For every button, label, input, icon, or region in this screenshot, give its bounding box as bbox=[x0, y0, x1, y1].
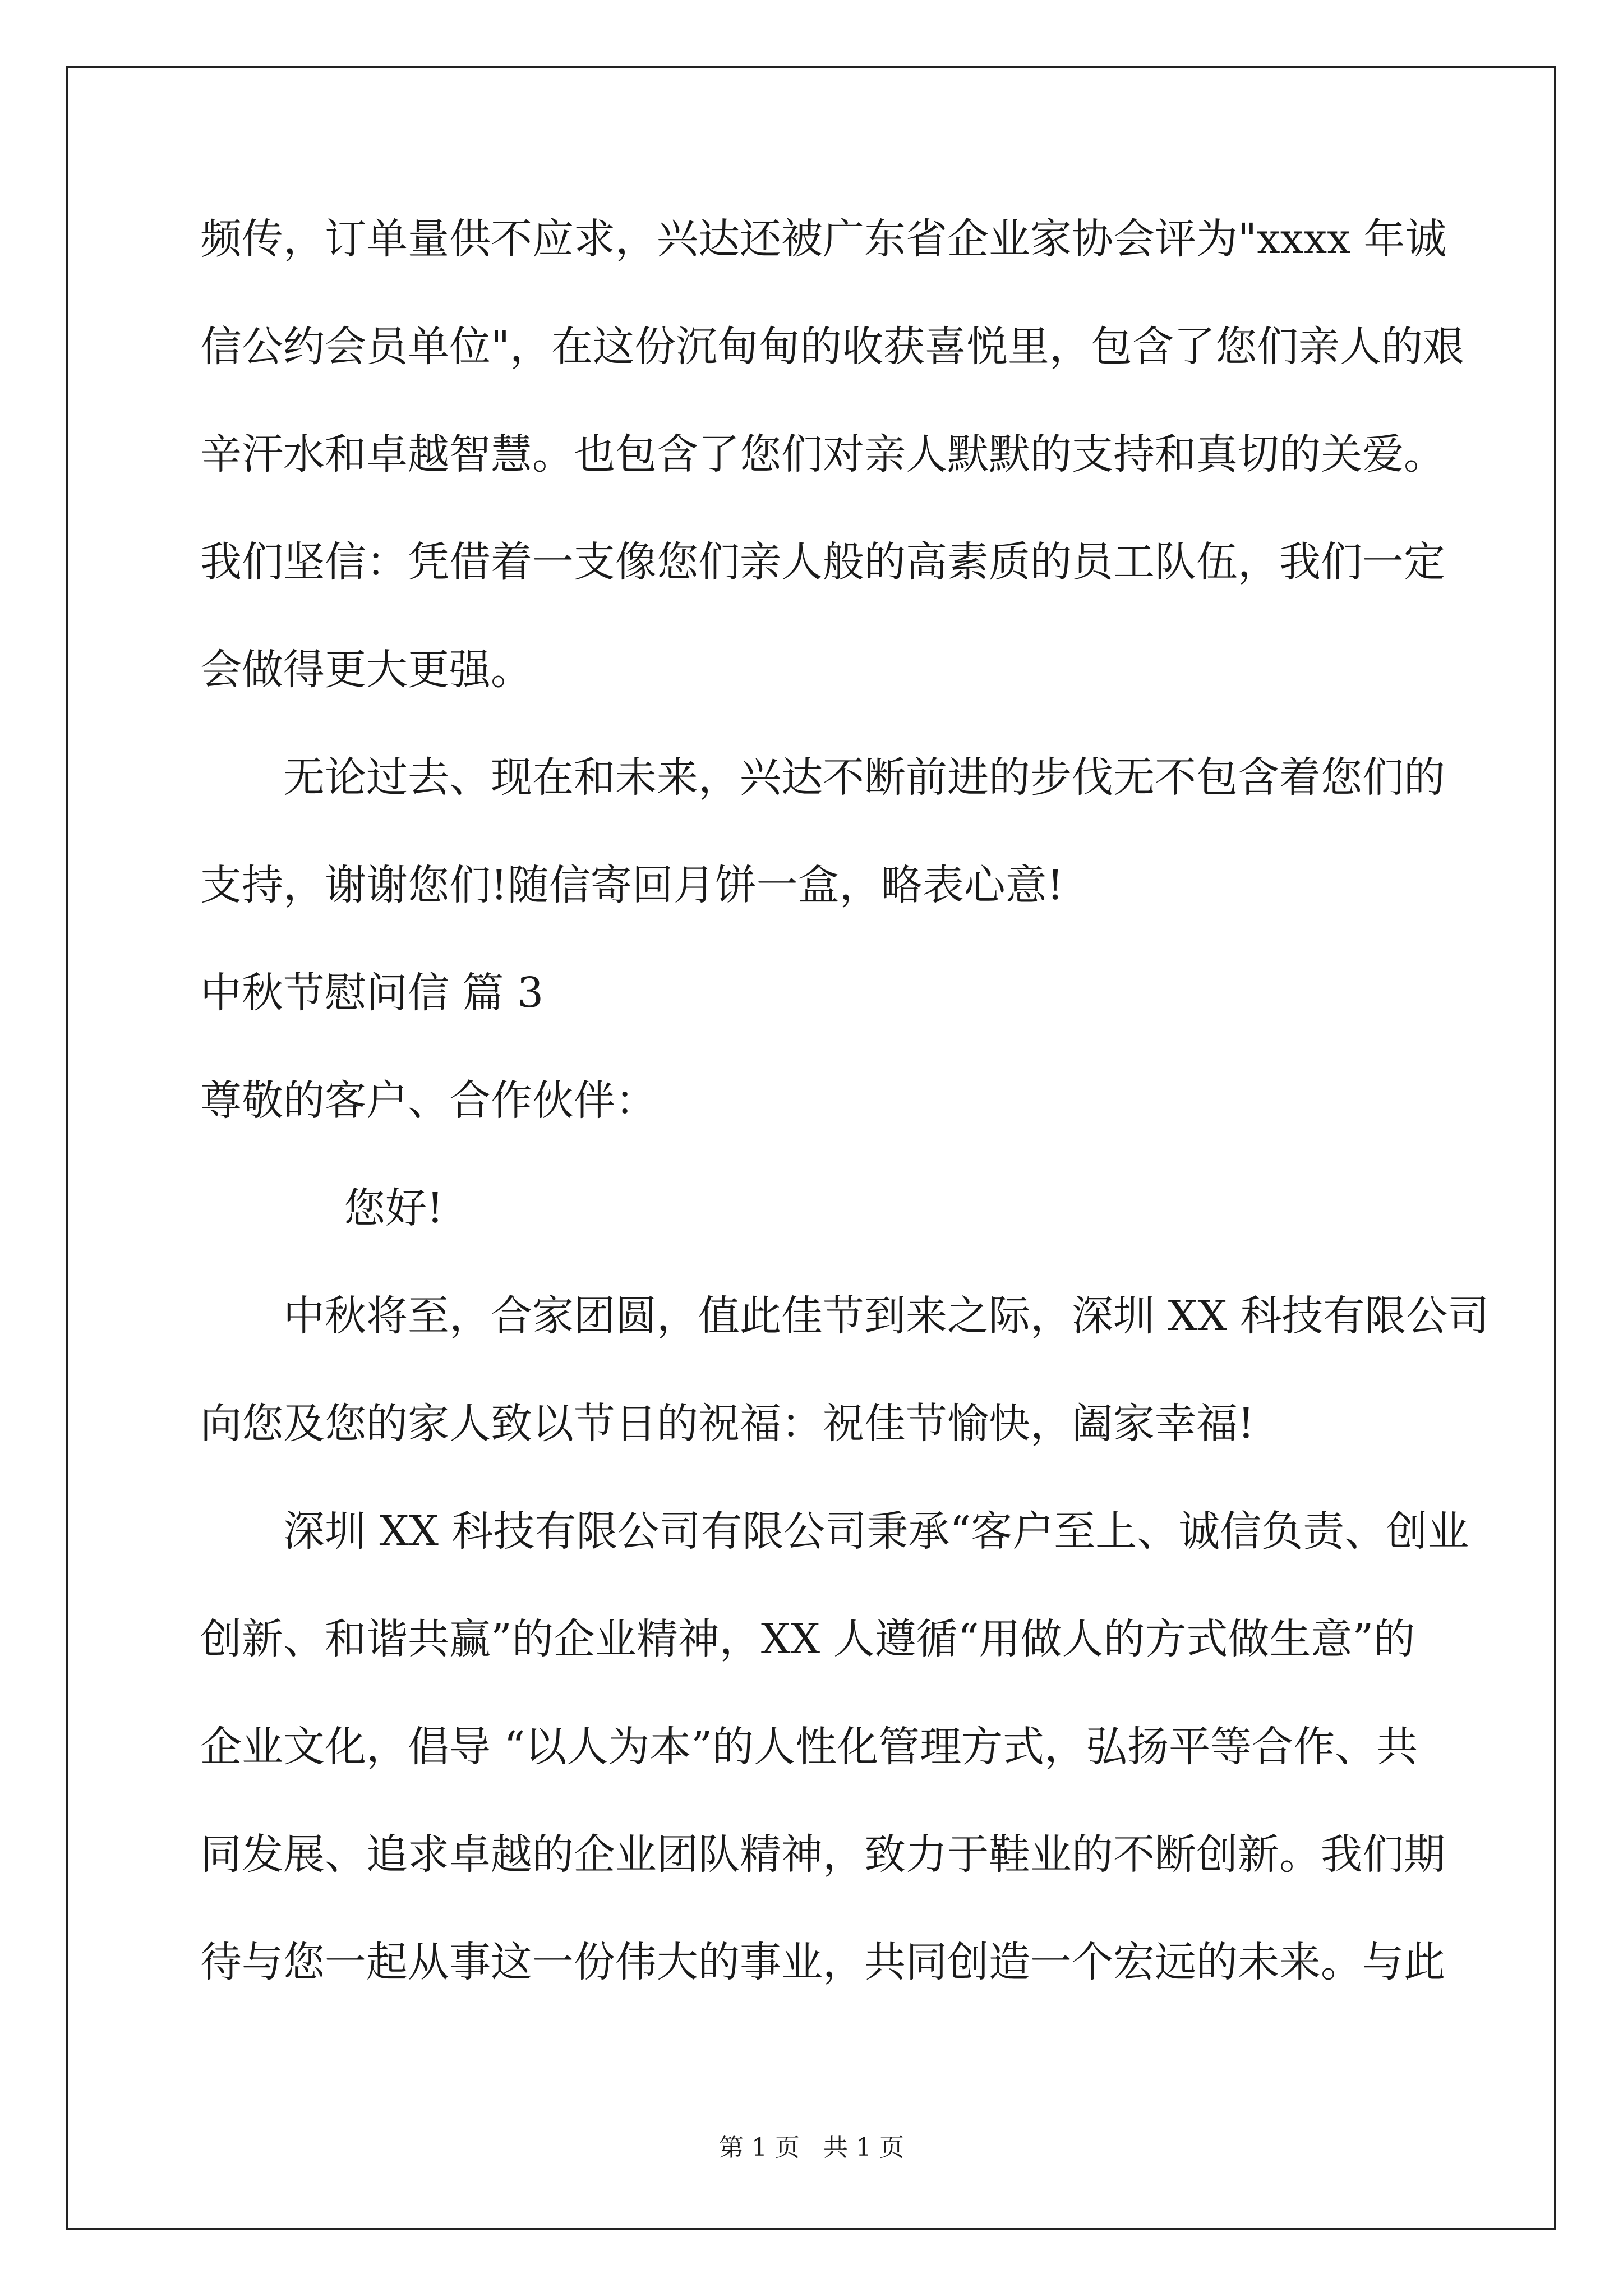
salutation: 尊敬的客户、合作伙伴： bbox=[200, 1076, 657, 1125]
section-heading: 中秋节慰问信 篇 3 bbox=[200, 969, 544, 1017]
text-line: 信公约会员单位"，在这份沉甸甸的收获喜悦里，包含了您们亲人的艰 bbox=[200, 323, 1465, 371]
greeting: 您好! bbox=[344, 1184, 444, 1232]
text-line: 创新、和谐共赢”的企业精神，XX 人遵循“用做人的方式做生意”的 bbox=[200, 1615, 1415, 1663]
text-line: 支持，谢谢您们!随信寄回月饼一盒，略表心意! bbox=[200, 861, 1064, 909]
page-number: 第 1 页 bbox=[719, 2133, 800, 2162]
document-body bbox=[200, 185, 1490, 2016]
text-line: 深圳 XX 科技有限公司有限公司秉承“客户至上、诚信负责、创业 bbox=[283, 1507, 1469, 1556]
text-line: 企业文化，倡导 “以人为本”的人性化管理方式，弘扬平等合作、共 bbox=[200, 1723, 1418, 1771]
text-line: 同发展、追求卓越的企业团队精神，致力于鞋业的不断创新。我们期 bbox=[200, 1830, 1445, 1879]
text-line: 频传，订单量供不应求，兴达还被广东省企业家协会评为"xxxx 年诚 bbox=[200, 215, 1447, 263]
page-footer bbox=[0, 2127, 1623, 2163]
text-line: 待与您一起从事这一份伟大的事业，共同创造一个宏远的未来。与此 bbox=[200, 1938, 1445, 1986]
text-line: 会做得更大更强。 bbox=[200, 646, 532, 694]
text-line: 中秋将至，合家团圆，值此佳节到来之际，深圳 XX 科技有限公司 bbox=[283, 1292, 1490, 1340]
page-total: 共 1 页 bbox=[823, 2133, 904, 2162]
text-line: 我们坚信：凭借着一支像您们亲人般的高素质的员工队伍，我们一定 bbox=[200, 538, 1445, 586]
text-line: 辛汗水和卓越智慧。也包含了您们对亲人默默的支持和真切的关爱。 bbox=[200, 430, 1445, 478]
text-line: 向您及您的家人致以节日的祝福：祝佳节愉快，阖家幸福! bbox=[200, 1400, 1255, 1448]
text-line: 无论过去、现在和未来，兴达不断前进的步伐无不包含着您们的 bbox=[283, 753, 1445, 802]
